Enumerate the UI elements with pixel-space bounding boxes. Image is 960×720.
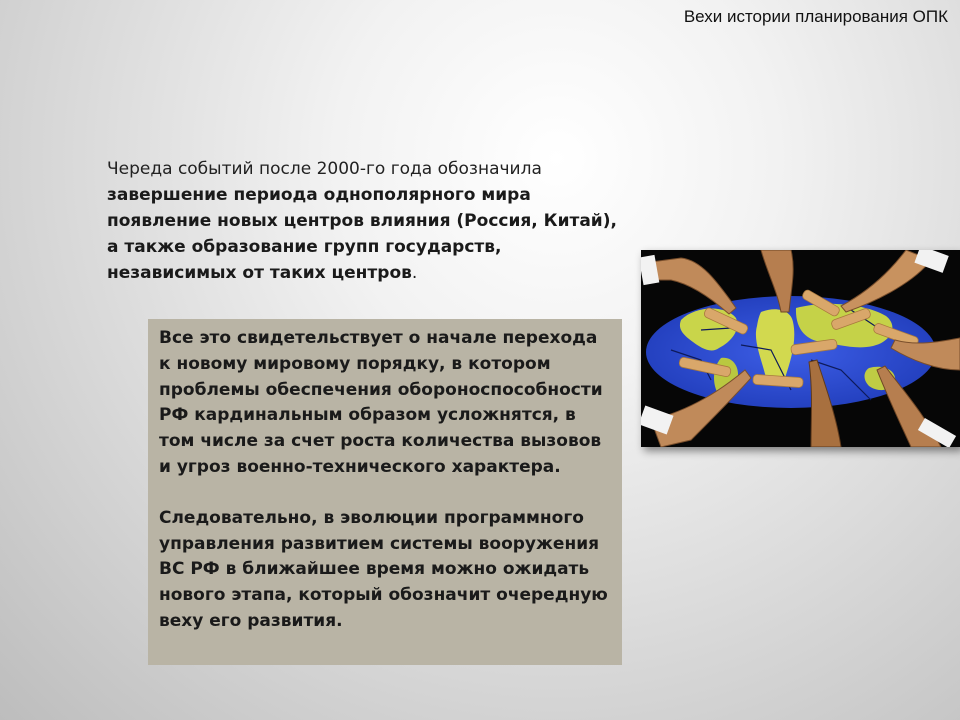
hand-top-left: [651, 258, 736, 314]
conclusion-paragraph-1: Все это свидетельствует о начале перехода к новому мировому порядку, в котором проблемы обеспечения обороноспособности РФ кардинальным образом усложнятся, в том числе за счет роста количества вызовов и угроз военно-технического характера.: [159, 328, 603, 477]
page-header-title: Вехи истории планирования ОПК: [683, 7, 948, 26]
intro-tail: .: [411, 263, 418, 283]
intro-text: [107, 156, 647, 286]
intro-lead: Череда событий после 2000-го года обозначила: [107, 159, 542, 179]
intro-line-3: а также образование групп государств,: [107, 237, 502, 257]
conclusion-box: [148, 319, 622, 665]
cuff-top-left: [641, 255, 659, 285]
intro-line-4-wrap: [107, 260, 647, 286]
world-map-illustration: [641, 250, 960, 447]
intro-line-2: появление новых центров влияния (Россия, Китай),: [107, 211, 617, 231]
world-map-hands-bandages-image: [641, 250, 960, 447]
intro-line-1: завершение периода однополярного мира: [107, 185, 531, 205]
conclusion-paragraph-2: Следовательно, в эволюции программного управления развитием системы вооружения ВС РФ в ближайшее время можно ожидать нового этапа, который обозначит очередную веху его развития.: [159, 507, 608, 631]
intro-line-4: независимых от таких центров: [107, 263, 412, 283]
